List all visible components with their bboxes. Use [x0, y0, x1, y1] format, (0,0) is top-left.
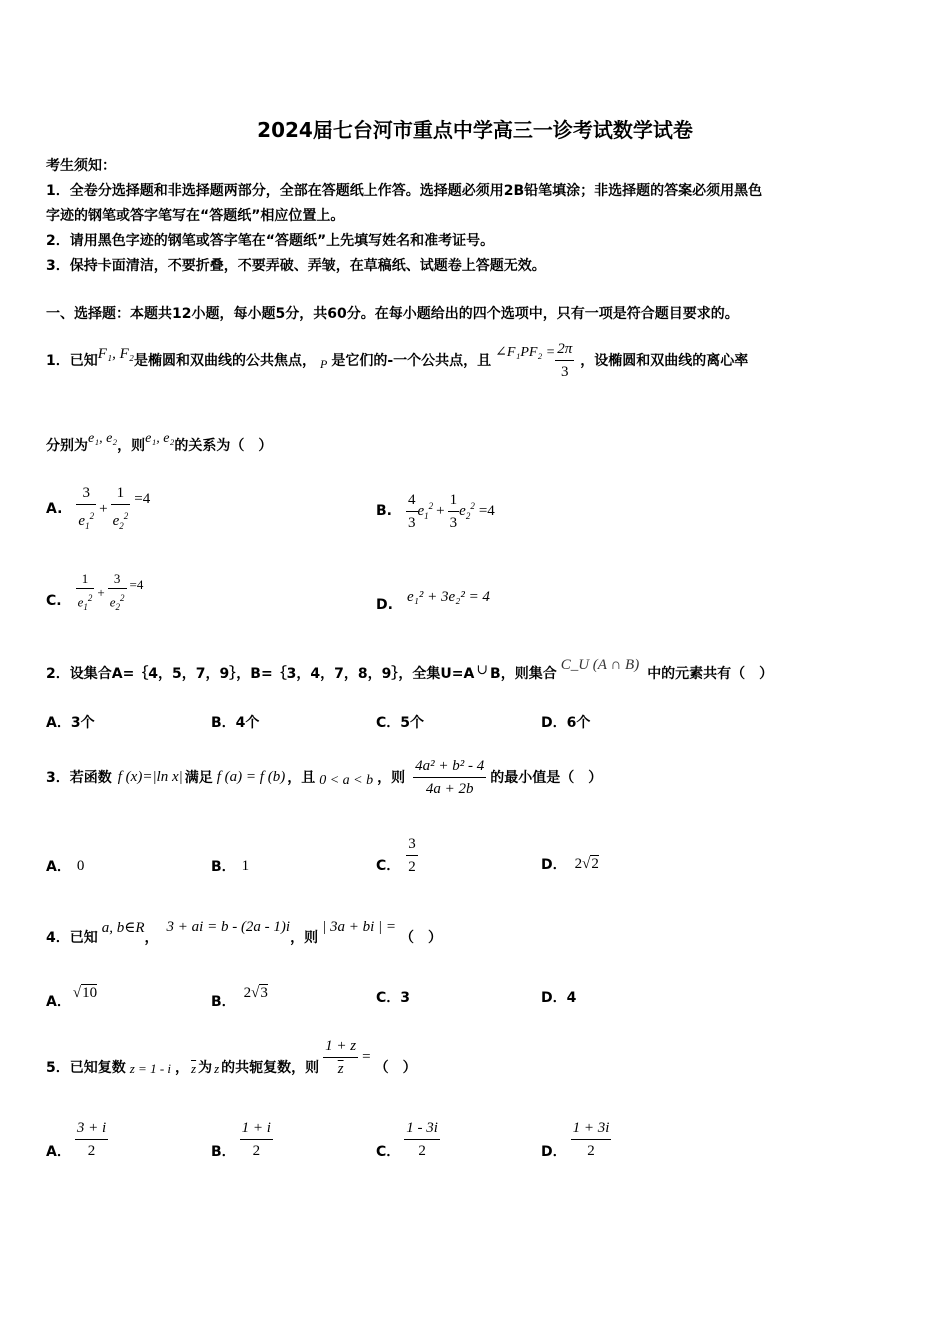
q3-option-a[interactable]	[46, 856, 84, 876]
q5-a-den: 2	[87, 1142, 96, 1159]
q2-text-3: 中的元素共有（ ）	[647, 666, 774, 682]
notice-line-3: 2．请用黑色字迹的钢笔或答字笔在“答题纸”上先填写姓名和准考证号。	[46, 233, 495, 249]
q5-a-fraction	[75, 1117, 108, 1162]
q1-option-a-label: A.	[46, 501, 63, 517]
q4-text-1: 4．已知	[46, 930, 98, 946]
q1-angle: ∠F₁PF₂ =	[495, 344, 556, 360]
q5-fraction	[323, 1035, 358, 1080]
q1-c-frac-2-num: 3	[108, 570, 127, 589]
q4-text-2: ，	[144, 930, 159, 946]
q3-d-radicand: 2	[591, 856, 599, 872]
q5-fraction-num: 1 + z	[323, 1035, 358, 1058]
q1-b-frac-1	[406, 489, 418, 534]
section-heading: 一、选择题：本题共12小题，每小题5分，共60分。在每小题给出的四个选项中，只有一项是符合题目要求的。	[46, 306, 739, 322]
q1-option-a[interactable]	[46, 484, 150, 534]
q3-option-d-label: D．	[541, 857, 567, 873]
q5-text-4: 的共轭复数，则	[221, 1060, 320, 1076]
q5-text-2: ，	[175, 1060, 190, 1076]
q3-condition: f (a) = f (b)	[216, 768, 286, 785]
q5-z-bar: $\overline{z}$	[191, 1061, 197, 1076]
q2-text-2: B，则集合	[490, 666, 557, 682]
q3-option-b-label: B．	[211, 859, 236, 875]
q5-z-def: z = 1 - i	[129, 1061, 172, 1076]
q3-fraction-den: 4a + 2b	[425, 780, 474, 797]
q2-text-1: 2．设集合A=｛4，5，7，9｝，B=｛3，4，7，8，9｝，全集U=A	[46, 666, 475, 682]
q1-eccentricities-2: e₁, e₂	[145, 431, 175, 446]
q3-c-den: 2	[408, 858, 416, 875]
q3-c-num: 3	[406, 833, 418, 856]
q5-c-num: 1 - 3i	[404, 1117, 440, 1140]
q1-c-frac-1	[76, 570, 95, 616]
notice-line-4: 3．保持卡面清洁，不要折叠，不要弄破、弄皱，在草稿纸、试题卷上答题无效。	[46, 258, 546, 274]
question-3	[46, 750, 602, 804]
q5-fraction-den: z	[337, 1060, 344, 1077]
q1-b-frac-1-num: 4	[406, 489, 418, 512]
q5-d-den: 2	[587, 1142, 595, 1159]
q1-option-b[interactable]	[376, 486, 495, 536]
q1-b-frac-1-den: 3	[408, 514, 416, 531]
q3-function: f (x)=|ln x|	[117, 768, 183, 785]
q1-b-frac-2-num: 1	[448, 489, 460, 512]
q1-text-1: 1．已知	[46, 353, 98, 369]
q1-text-4: ，设椭圆和双曲线的离心率	[580, 353, 749, 369]
q1-b-rhs: =4	[478, 502, 495, 519]
q4-modulus: | 3a + bi | =	[322, 918, 397, 935]
q1-c-frac-2	[108, 570, 127, 616]
q3-d-coef: 2	[574, 855, 583, 872]
q3-option-a-label: A．	[46, 859, 71, 875]
q1-a-frac-2	[111, 482, 131, 537]
q5-d-fraction	[571, 1117, 612, 1162]
q1-text-2: 是椭圆和双曲线的公共焦点，	[134, 353, 317, 369]
q5-text-5: （ ）	[374, 1060, 417, 1076]
q4-b-sqrt-sign: √	[251, 984, 260, 1001]
q5-option-b[interactable]	[211, 1114, 273, 1164]
q1-b-e1: $e_1^2$	[417, 501, 434, 521]
q3-d-sqrt-sign: √	[582, 855, 591, 872]
q1-text-5: 分别为	[46, 438, 88, 454]
q5-option-b-label: B．	[211, 1144, 236, 1160]
q5-a-num: 3 + i	[75, 1117, 108, 1140]
q2-union: ∪	[476, 662, 489, 678]
q1-text-7: 的关系为（ ）	[174, 438, 273, 454]
q1-a-frac-1-den: $e_1^2$	[78, 510, 95, 531]
q1-point: P	[320, 356, 328, 371]
q5-c-fraction	[404, 1117, 440, 1162]
q1-angle-den: 3	[561, 363, 569, 380]
q1-option-c-label: C.	[46, 593, 62, 609]
q1-text-3: 是它们的-一个公共点，且	[331, 353, 492, 369]
q3-fraction	[413, 755, 486, 800]
q4-a-sqrt-sign: √	[72, 984, 82, 1001]
q1-option-c[interactable]	[46, 570, 143, 616]
q1-a-plus: +	[99, 500, 108, 517]
q4-option-c[interactable]: C．3	[376, 990, 411, 1006]
q4-text-4: （ ）	[400, 930, 443, 946]
q1-option-b-label: B.	[376, 503, 392, 519]
question-5	[46, 1030, 417, 1084]
q5-text-3: 为	[198, 1060, 213, 1076]
q4-a-radicand: 10	[82, 985, 98, 1001]
q5-option-d[interactable]	[541, 1114, 611, 1164]
q4-option-b-label: B．	[211, 994, 236, 1010]
notice-line-2: 字迹的钢笔或答字笔写在“答题纸”相应位置上。	[46, 208, 345, 224]
q1-b-plus: +	[436, 502, 445, 519]
q1-a-frac-1	[76, 482, 96, 537]
q1-c-frac-1-num: 1	[76, 570, 95, 589]
q1-text-6: ，则	[117, 438, 146, 454]
q1-b-e2: $e_2^2$	[459, 501, 475, 521]
q1-c-rhs: =4	[129, 577, 144, 592]
q3-option-d[interactable]	[541, 854, 599, 874]
q3-option-c-fraction	[406, 833, 418, 878]
q3-fraction-num: 4a² + b² - 4	[413, 755, 486, 778]
q5-z: z	[214, 1061, 220, 1076]
q1-a-frac-2-den: $e_2^2$	[112, 510, 129, 531]
q5-equals: =	[362, 1048, 371, 1065]
q3-option-b-value: 1	[241, 857, 250, 874]
q2-option-b[interactable]: B．4个	[211, 715, 260, 731]
page-title: 2024届七台河市重点中学高三一诊考试数学试卷	[257, 118, 693, 142]
q1-foci: F₁, F₂	[97, 345, 135, 362]
q1-option-d[interactable]	[376, 586, 490, 616]
q1-b-frac-2	[448, 489, 460, 534]
q2-option-d[interactable]: D．6个	[541, 715, 591, 731]
q1-option-d-label: D.	[376, 597, 393, 613]
q1-c-frac-1-den: $e_1^2$	[77, 593, 93, 612]
q2-option-a[interactable]: A．3个	[46, 715, 95, 731]
q3-text-1: 3．若函数	[46, 770, 112, 786]
q4-option-d[interactable]: D．4	[541, 990, 577, 1006]
q5-b-num: 1 + i	[240, 1117, 273, 1140]
q2-option-c[interactable]: C．5个	[376, 715, 425, 731]
q4-option-a[interactable]	[46, 978, 97, 1008]
q1-a-frac-2-num: 1	[111, 482, 131, 505]
q5-option-a-label: A．	[46, 1144, 71, 1160]
q5-option-d-label: D．	[541, 1144, 567, 1160]
q5-b-den: 2	[252, 1142, 261, 1159]
q3-text-3: ，且	[287, 770, 316, 786]
question-4	[46, 912, 443, 946]
q1-eccentricities: e₁, e₂	[88, 431, 118, 446]
q3-inequality: 0 < a < b	[319, 773, 374, 788]
q3-text-4: ，则	[377, 770, 406, 786]
q1-angle-fraction	[555, 338, 574, 383]
q1-a-frac-1-num: 3	[76, 482, 96, 505]
q5-b-fraction	[240, 1117, 273, 1162]
q5-option-c[interactable]	[376, 1114, 440, 1164]
q3-text-5: 的最小值是（ ）	[490, 770, 603, 786]
q4-b-coef: 2	[243, 984, 252, 1001]
q5-c-den: 2	[418, 1142, 426, 1159]
q5-d-num: 1 + 3i	[571, 1117, 612, 1140]
q5-option-c-label: C．	[376, 1144, 401, 1160]
question-1-line-2	[46, 430, 272, 460]
q3-text-2: 满足	[184, 770, 213, 786]
q3-option-b[interactable]	[211, 856, 249, 876]
question-1-line-1	[46, 340, 748, 380]
q4-option-b[interactable]	[211, 978, 268, 1008]
question-2	[46, 658, 773, 688]
q3-option-c[interactable]	[376, 830, 418, 880]
q5-text-1: 5．已知复数	[46, 1060, 126, 1076]
q4-b-radicand: 3	[260, 985, 268, 1001]
q1-a-rhs: =4	[134, 490, 151, 507]
q1-d-expr: e₁² + 3e₂² = 4	[406, 588, 490, 605]
q1-b-frac-2-den: 3	[449, 514, 458, 531]
q1-c-frac-2-den: $e_2^2$	[109, 593, 125, 612]
q4-equation: 3 + ai = b - (2a - 1)i	[166, 918, 291, 935]
q4-set: a, b∈R	[101, 919, 145, 936]
q4-option-a-label: A．	[46, 994, 71, 1010]
notice-line-1: 1．全卷分选择题和非选择题两部分，全部在答题纸上作答。选择题必须用2B铅笔填涂；非选择题的答案必须用黑色	[46, 183, 763, 199]
q3-option-a-value: 0	[76, 857, 85, 874]
q1-c-plus: +	[97, 585, 105, 600]
q1-angle-num: 2π	[555, 338, 574, 361]
q4-text-3: ，则	[290, 930, 319, 946]
notice-heading: 考生须知：	[46, 158, 116, 174]
q2-complement-expr: C_U (A ∩ B)	[560, 656, 640, 673]
q3-option-c-label: C．	[376, 858, 401, 874]
q5-option-a[interactable]	[46, 1114, 108, 1164]
